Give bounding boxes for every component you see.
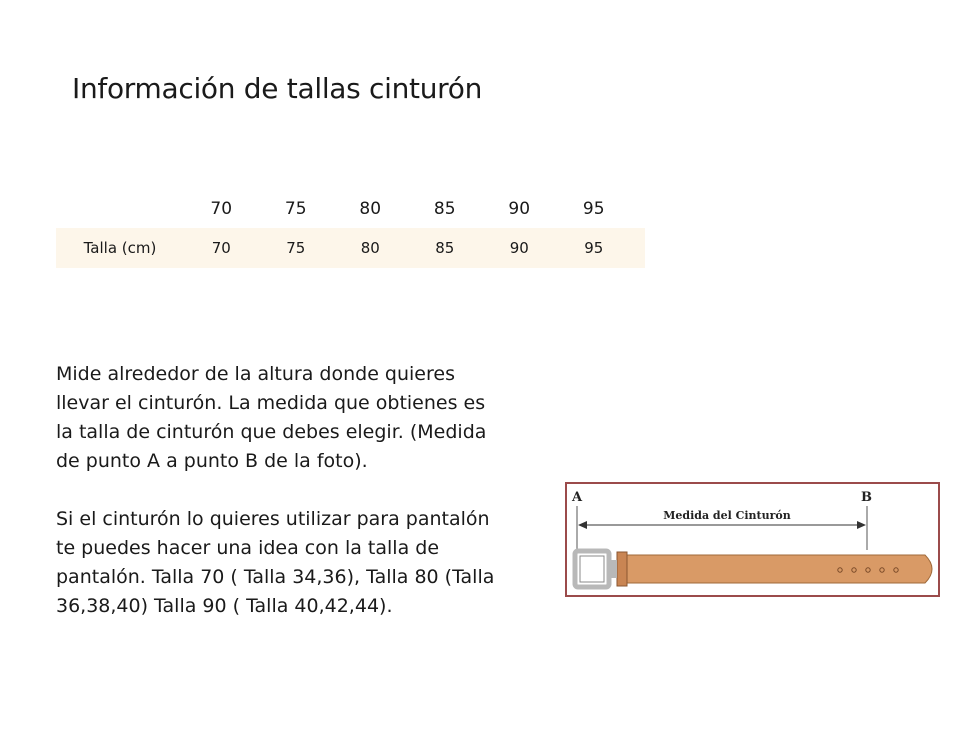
belt-strap (621, 555, 932, 583)
size-table-padding (631, 228, 645, 268)
instructions-paragraph-measure: Mide alrededor de la altura donde quieres llevar el cinturón. La medida que obtienes es la talla de cinturón que debes elegir. (Medida de punto A a punto B de la foto). (56, 363, 487, 472)
size-header-cell: 95 (582, 199, 605, 219)
belt-measure-diagram (565, 482, 941, 598)
instructions-text (56, 360, 506, 650)
size-table (56, 190, 645, 268)
point-a-label: A (572, 490, 583, 505)
belt-tip-shade (609, 560, 617, 578)
size-cell: 75 (286, 239, 306, 257)
size-table-padding (631, 190, 645, 228)
point-b-label: B (861, 490, 872, 505)
page-title: Información de tallas cinturón (72, 72, 483, 105)
size-cell: 80 (360, 239, 380, 257)
instructions-paragraph-trousers: Si el cinturón lo quieres utilizar para pantalón te puedes hacer una idea con la talla de pantalón. Talla 70 ( Talla 34,36), Talla 80 (Talla 36,38,40) Talla 90 ( Talla 40,42,44). (56, 508, 495, 617)
size-table-header-row (56, 190, 645, 228)
size-cell: 90 (509, 239, 529, 257)
size-header-cell: 85 (433, 199, 456, 219)
size-header-cell: 90 (508, 199, 531, 219)
belt-keeper (617, 552, 627, 586)
size-cell: 70 (211, 239, 231, 257)
size-header-cell: 70 (210, 199, 233, 219)
row-label: Talla (cm) (83, 239, 157, 257)
size-header-cell: 75 (284, 199, 307, 219)
size-cell: 95 (584, 239, 604, 257)
size-header-cell: 80 (359, 199, 382, 219)
measure-label: Medida del Cinturón (663, 509, 791, 522)
table-row (56, 228, 645, 268)
size-table-corner (56, 190, 184, 228)
size-cell: 85 (435, 239, 455, 257)
